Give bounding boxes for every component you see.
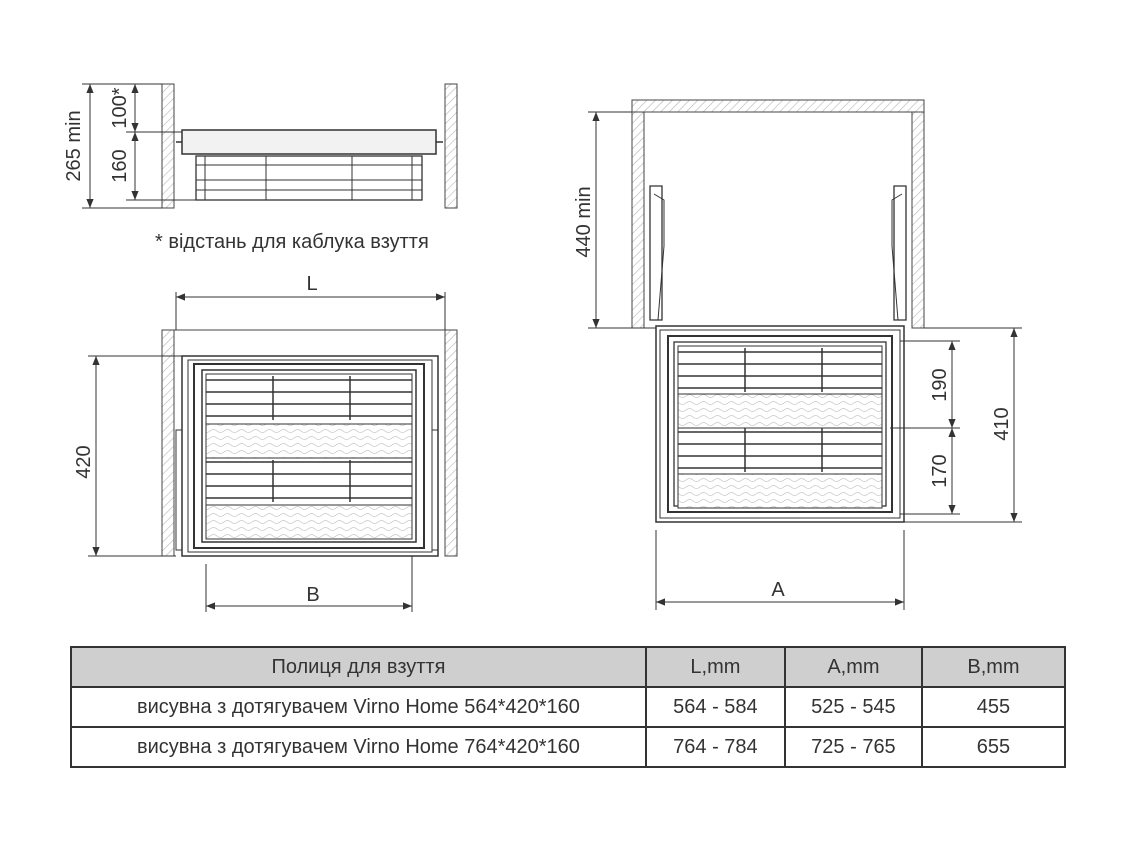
cell-L: 764 - 784	[646, 727, 785, 767]
cell-product: висувна з дотягувачем Virno Home 564*420*160	[71, 687, 646, 727]
cell-product: висувна з дотягувачем Virno Home 764*420*160	[71, 727, 646, 767]
heel-gap-label: 100*	[109, 87, 131, 129]
front-view	[573, 100, 1022, 610]
cell-B: 655	[922, 727, 1065, 767]
header-A: A,mm	[785, 647, 922, 687]
total-depth-label: 410	[991, 407, 1013, 441]
cell-B: 455	[922, 687, 1065, 727]
header-L: L,mm	[646, 647, 785, 687]
table-row	[71, 727, 1065, 767]
length-L-label: L	[306, 273, 318, 295]
spec-table	[70, 646, 1066, 768]
side-view	[63, 84, 457, 253]
cabinet-min-label: 440 min	[573, 186, 595, 258]
lower-tier-label: 170	[929, 454, 951, 488]
upper-tier-label: 190	[929, 368, 951, 402]
cell-L: 564 - 584	[646, 687, 785, 727]
table-header-row	[71, 647, 1065, 687]
width-B-label: B	[306, 584, 320, 606]
shelf-height-label: 160	[109, 149, 131, 183]
top-view	[73, 273, 457, 612]
cell-A: 725 - 765	[785, 727, 922, 767]
width-A-label: A	[771, 579, 785, 601]
footnote: * відстань для каблука взуття	[155, 231, 429, 253]
depth-420-label: 420	[73, 445, 95, 479]
min-height-label: 265 min	[63, 110, 85, 182]
header-B: B,mm	[922, 647, 1065, 687]
cell-A: 525 - 545	[785, 687, 922, 727]
header-product: Полиця для взуття	[71, 647, 646, 687]
table-row	[71, 687, 1065, 727]
